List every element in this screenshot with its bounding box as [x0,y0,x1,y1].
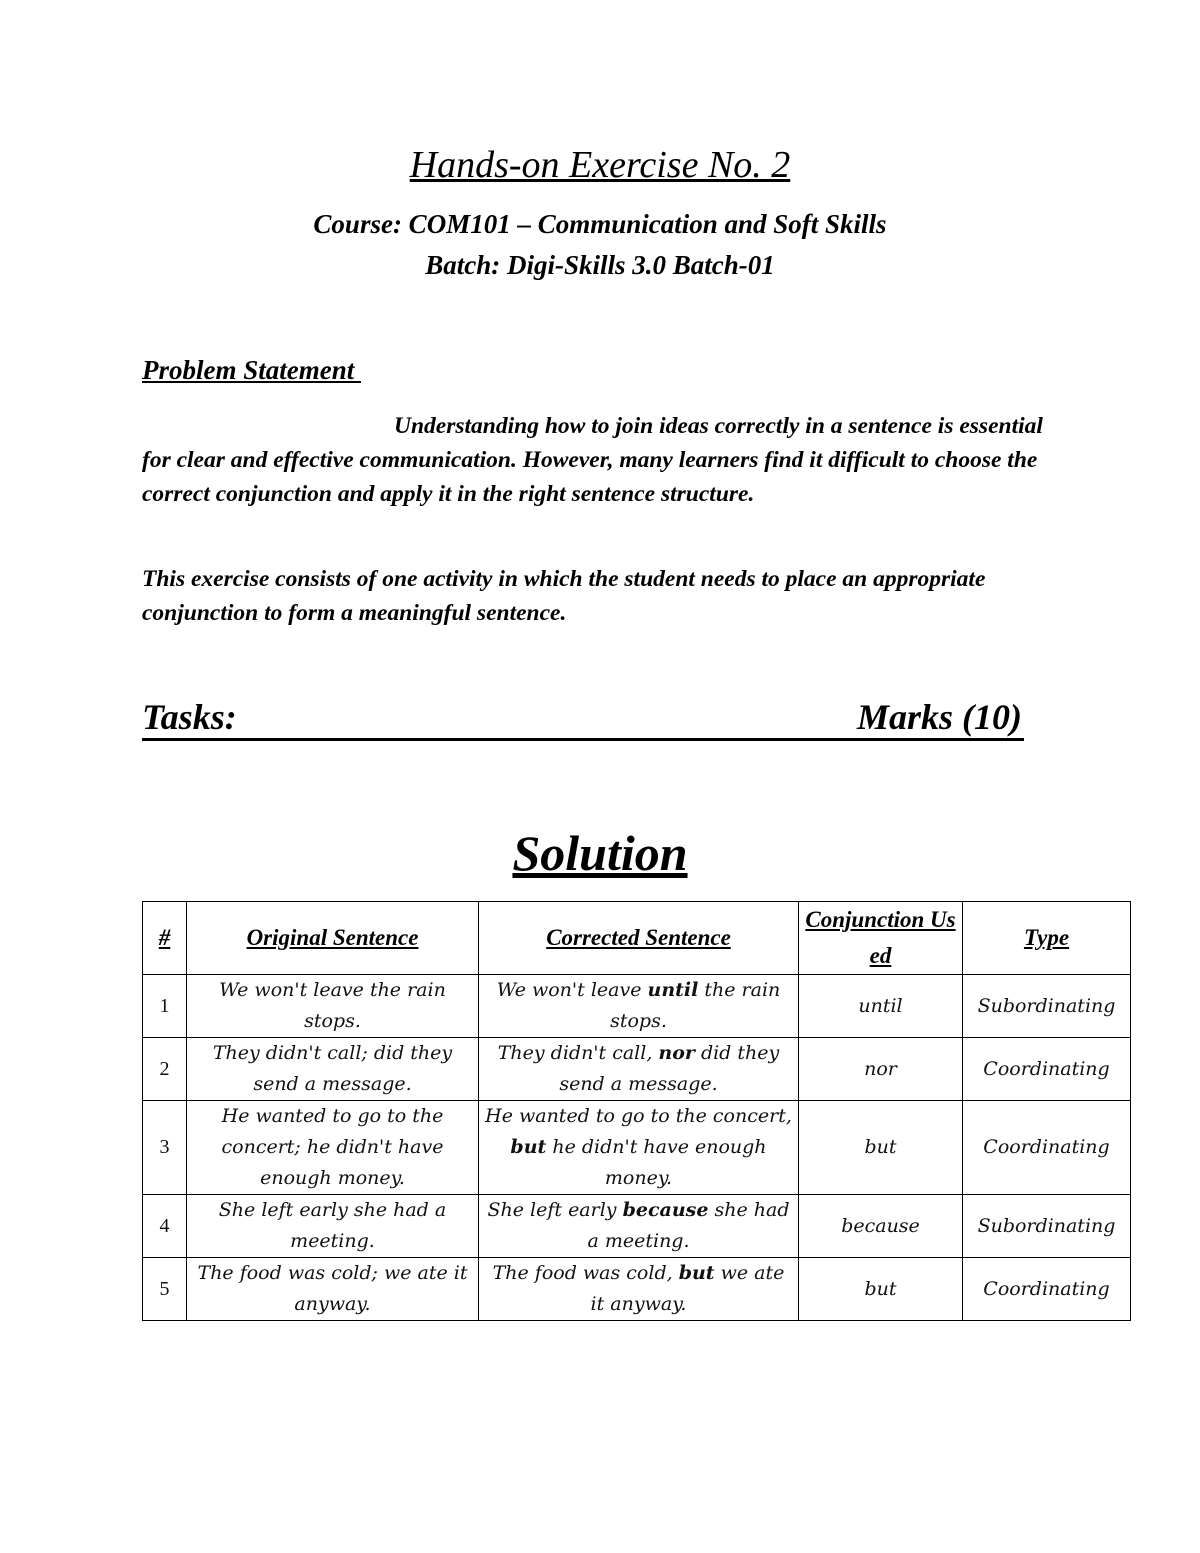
conjunction-type: Subordinating [963,1195,1131,1258]
original-sentence: We won't leave the rain stops. [187,975,479,1038]
table-header-row [143,902,1131,975]
original-sentence: He wanted to go to the concert; he didn't have enough money. [187,1101,479,1195]
corrected-text-before: She left early [487,1199,623,1221]
corrected-text-before: We won't leave [496,979,648,1001]
table-row [143,975,1131,1038]
solution-table [142,901,1131,1321]
conjunction-used: nor [799,1038,963,1101]
corrected-text-before: The food was cold, [492,1262,679,1284]
corrected-sentence [479,1038,799,1101]
tasks-label: Tasks: [142,697,237,737]
conjunction-used: until [799,975,963,1038]
corrected-conjunction: but [510,1136,547,1158]
conjunction-type: Coordinating [963,1038,1131,1101]
col-header-number: # [143,902,187,975]
original-sentence: They didn't call; did they send a message. [187,1038,479,1101]
problem-paragraph-1: Understanding how to join ideas correctly in a sentence is essential for clear and effective communication. However, many learners find it difficult to choose the correct conjunction and apply it in the right sentence structure. [142,413,1043,507]
corrected-text-after: did they send a message. [559,1042,780,1095]
marks-label: Marks (10) [856,697,1022,737]
conjunction-type: Coordinating [963,1258,1131,1321]
corrected-sentence [479,1101,799,1195]
corrected-text-before: He wanted to go to the concert, [485,1105,792,1127]
col-header-corrected: Corrected Sentence [479,902,799,975]
corrected-text-after: he didn't have enough money. [546,1136,767,1189]
corrected-text-before: They didn't call, [497,1042,659,1064]
row-number: 2 [143,1038,187,1101]
solution-heading: Solution [512,825,688,881]
row-number: 3 [143,1101,187,1195]
course-line: Course: COM101 – Communication and Soft Skills [313,209,887,239]
corrected-conjunction: nor [658,1042,695,1064]
exercise-title: Hands-on Exercise No. 2 [409,144,791,186]
col-header-type: Type [963,902,1131,975]
problem-paragraph-2: This exercise consists of one activity in which the student needs to place an appropriate conjunction to form a meaningful sentence. [142,566,986,626]
row-number: 4 [143,1195,187,1258]
problem-statement-heading: Problem Statement [142,355,361,385]
row-number: 1 [143,975,187,1038]
row-number: 5 [143,1258,187,1321]
conjunction-used: because [799,1195,963,1258]
table-row [143,1195,1131,1258]
corrected-text-after: the rain stops. [610,979,781,1032]
table-row [143,1258,1131,1321]
conjunction-type: Coordinating [963,1101,1131,1195]
corrected-sentence [479,1258,799,1321]
conjunction-used: but [799,1258,963,1321]
col-header-original: Original Sentence [187,902,479,975]
table-row [143,1038,1131,1101]
conjunction-used: but [799,1101,963,1195]
corrected-conjunction: because [622,1199,709,1221]
corrected-sentence [479,1195,799,1258]
original-sentence: The food was cold; we ate it anyway. [187,1258,479,1321]
col-header-conjunction: Conjunction Used [799,902,963,975]
batch-line: Batch: Digi-Skills 3.0 Batch-01 [425,250,775,280]
corrected-text-after: we ate it anyway. [590,1262,785,1315]
corrected-conjunction: but [678,1262,715,1284]
conjunction-type: Subordinating [963,975,1131,1038]
corrected-text-after: she had a meeting. [587,1199,790,1252]
original-sentence: She left early she had a meeting. [187,1195,479,1258]
corrected-sentence [479,975,799,1038]
tasks-line [142,696,1024,741]
table-row [143,1101,1131,1195]
corrected-conjunction: until [647,979,699,1001]
